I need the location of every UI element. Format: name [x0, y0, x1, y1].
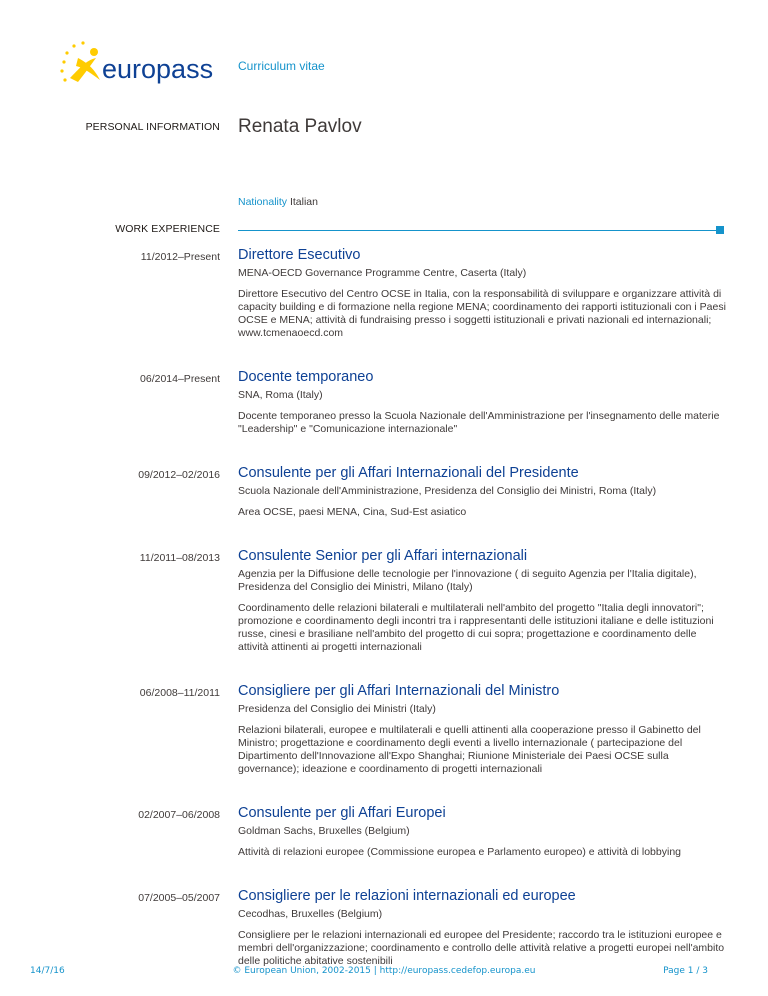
work-experience-list: [0, 246, 768, 996]
job-date: 11/2012–Present: [140, 251, 220, 263]
cv-label: Curriculum vitae: [238, 59, 325, 73]
job-employer: SNA, Roma (Italy): [238, 389, 323, 401]
logo-figure-head: [90, 48, 98, 56]
job-entry: [0, 804, 768, 859]
job-description: Consigliere per le relazioni internazionali ed europee del Presidente; raccordo tra le istituzioni europee e membri dell'organizzazione; coordinamento e controllo delle attività relative a progetti europei nell'ambito delle politiche abitative sostenibili: [238, 929, 725, 967]
job-employer: MENA-OECD Governance Programme Centre, Caserta (Italy): [238, 267, 527, 279]
job-description: Docente temporaneo presso la Scuola Nazionale dell'Amministrazione per l'insegnamento delle materie "Leadership" e "Comunicazione internazionale": [238, 410, 720, 435]
footer-copyright: © European Union, 2002-2015 | http://europass.cedefop.europa.eu: [232, 966, 536, 976]
job-description: Relazioni bilaterali, europee e multilaterali e quelli attinenti alla cooperazione presso il Gabinetto del Ministro; progettazione e coordinamento degli eventi a livello internazionale ( partecipazione del Dipartimento dell'Innovazione all'Expo Shanghai; Riunione Ministeriale dei Paesi OCSE sulla governance); ideazione e coordinamento di progetti internazionali: [238, 724, 701, 775]
job-title: Docente temporaneo: [238, 369, 374, 385]
job-title: Consulente Senior per gli Affari internazionali: [238, 548, 528, 564]
job-entry: [0, 547, 768, 654]
job-date: 02/2007–06/2008: [138, 809, 220, 821]
job-title: Consigliere per le relazioni internazionali ed europee: [238, 888, 576, 904]
job-employer: Cecodhas, Bruxelles (Belgium): [238, 908, 383, 920]
work-experience-heading: WORK EXPERIENCE: [115, 223, 220, 235]
europass-logo: [56, 40, 226, 92]
personal-information-heading: PERSONAL INFORMATION: [85, 121, 220, 133]
job-title: Consulente per gli Affari Europei: [238, 805, 446, 821]
section-divider: [238, 230, 716, 231]
footer-date: 14/7/16: [30, 966, 65, 976]
job-employer: Scuola Nazionale dell'Amministrazione, Presidenza del Consiglio dei Ministri, Roma (Italy): [238, 485, 657, 497]
job-entry: [0, 464, 768, 519]
europass-logo-mark: [56, 40, 226, 92]
job-description: Area OCSE, paesi MENA, Cina, Sud-Est asiatico: [238, 506, 467, 518]
job-date: 07/2005–05/2007: [138, 892, 220, 904]
job-employer: Agenzia per la Diffusione delle tecnologie per l'innovazione ( di seguito Agenzia per l'Italia digitale), Presidenza del Consiglio dei Ministri, Milano (Italy): [238, 568, 697, 593]
job-entry: [0, 368, 768, 436]
job-date: 11/2011–08/2013: [139, 552, 220, 564]
job-title: Consulente per gli Affari Internazionali del Presidente: [238, 465, 579, 481]
nationality-label: Nationality: [238, 196, 288, 208]
section-marker: [716, 226, 724, 234]
job-entry: [0, 246, 768, 340]
footer-page-number: Page 1 / 3: [663, 966, 708, 976]
candidate-name: Renata Pavlov: [238, 116, 362, 137]
job-description: Attività di relazioni europee (Commissione europea e Parlamento europeo) e attività di lobbying: [238, 846, 681, 858]
logo-wordmark: europass: [102, 54, 214, 84]
nationality-value: Italian: [289, 196, 318, 208]
job-description: Coordinamento delle relazioni bilaterali e multilaterali nell'ambito del progetto "Italia degli innovatori"; promozione e coordinamento degli incontri tra i rappresentanti delle istituzioni italiane e delle istituzioni russe, cinesi e brasiliane nell'ambito del progetto di cui sopra; progettazione e coordinamento delle attività attinenti ai progetti internazionali: [238, 602, 714, 653]
nationality-row: [238, 196, 318, 208]
job-date: 06/2014–Present: [140, 373, 220, 385]
job-title: Direttore Esecutivo: [238, 247, 361, 263]
job-title: Consigliere per gli Affari Internazionali del Ministro: [238, 683, 560, 699]
job-employer: Presidenza del Consiglio dei Ministri (Italy): [238, 703, 436, 715]
job-entry: [0, 682, 768, 776]
job-date: 09/2012–02/2016: [138, 469, 220, 481]
job-employer: Goldman Sachs, Bruxelles (Belgium): [238, 825, 410, 837]
job-description: Direttore Esecutivo del Centro OCSE in Italia, con la responsabilità di sviluppare e organizzare attività di capacity building e di formazione nella regione MENA; coordinamento dei rapporti istituzionali con i Paesi OCSE e MENA; attività di fundraising presso i soggetti istituzionali e privati nazionali ed internazionali; www.tcmenaoecd.com: [238, 288, 726, 339]
job-entry: [0, 887, 768, 968]
job-date: 06/2008–11/2011: [139, 687, 220, 699]
